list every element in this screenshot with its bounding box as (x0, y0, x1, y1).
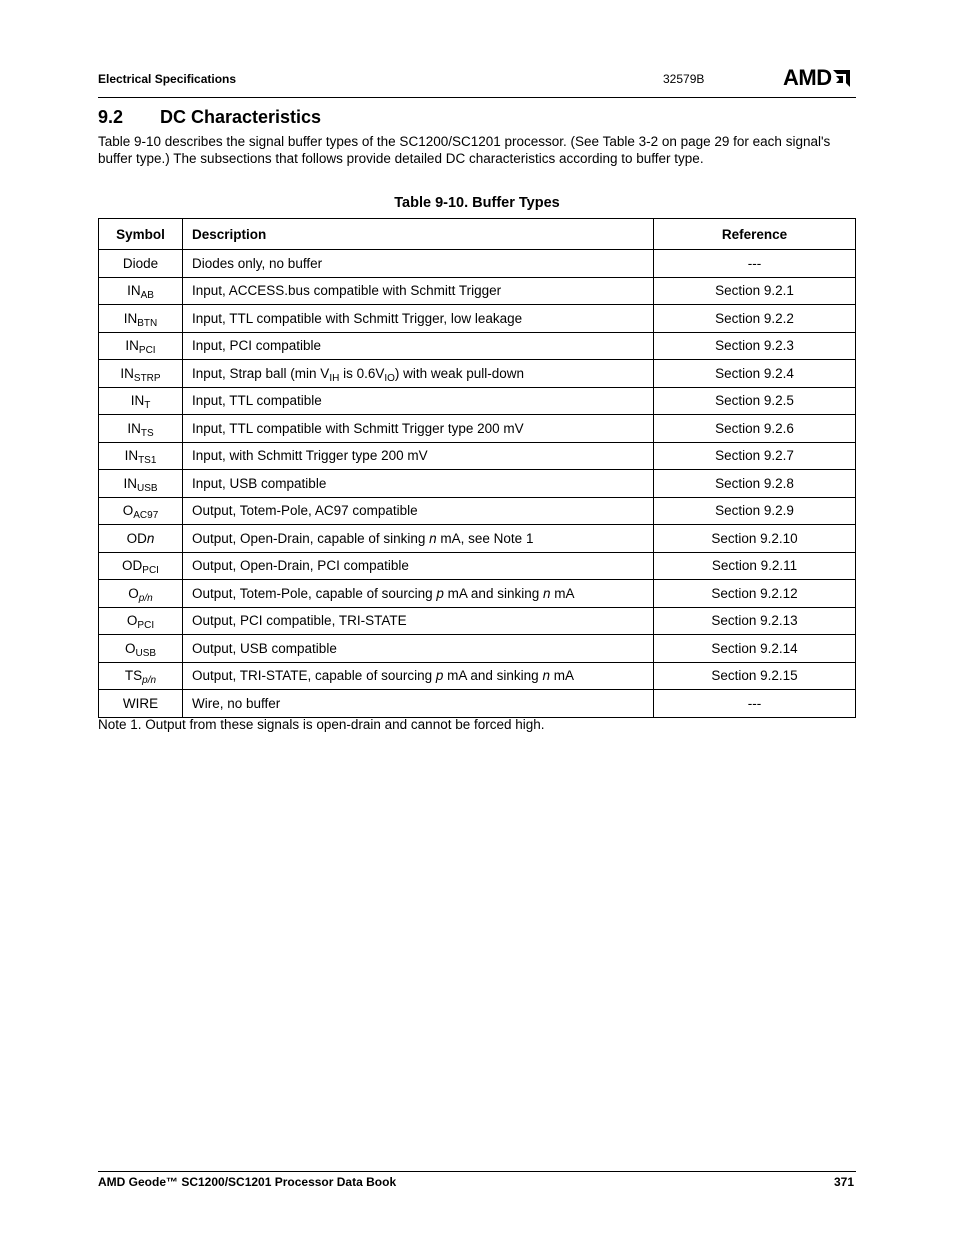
description-italic-var: p (435, 668, 444, 684)
description-cell (183, 387, 654, 415)
symbol-base: IN (127, 283, 141, 299)
symbol-base: O (124, 640, 136, 656)
description-cell (183, 470, 654, 498)
description-text: mA and sinking (443, 668, 543, 684)
symbol-cell (99, 387, 183, 415)
description-cell (183, 497, 654, 525)
symbol-base: IN (127, 420, 141, 436)
symbol-base: TS (124, 668, 143, 684)
description-text: Input, TTL compatible (192, 393, 322, 409)
reference-cell: Section 9.2.1 (654, 277, 856, 305)
section-title: DC Characteristics (160, 107, 322, 127)
reference-cell: Section 9.2.7 (654, 442, 856, 470)
description-text: ) with weak pull-down (394, 365, 524, 381)
reference-cell: Section 9.2.3 (654, 332, 856, 360)
symbol-subscript: p/n (142, 675, 157, 687)
symbol-subscript: AB (140, 290, 154, 302)
symbol-base: IN (123, 475, 137, 491)
reference-cell: Section 9.2.8 (654, 470, 856, 498)
table-row (99, 635, 856, 663)
table-caption: Table 9-10. Buffer Types (394, 195, 560, 211)
symbol-base: O (126, 613, 138, 629)
table-row (99, 580, 856, 608)
footer-rule (98, 1171, 856, 1172)
symbol-subscript: T (144, 400, 151, 412)
symbol-cell (99, 250, 183, 278)
symbol-base: IN (125, 338, 139, 354)
table-row (99, 332, 856, 360)
symbol-subscript: p/n (138, 592, 153, 604)
symbol-base: IN (124, 448, 139, 464)
table-row (99, 360, 856, 388)
description-text: Input, Strap ball (min V (192, 365, 330, 381)
amd-arrow-icon (833, 70, 850, 87)
table-row (99, 387, 856, 415)
table-row (99, 250, 856, 278)
table-header-row (99, 219, 856, 250)
description-cell (183, 277, 654, 305)
symbol-cell (99, 580, 183, 608)
table-row (99, 442, 856, 470)
reference-cell: Section 9.2.4 (654, 360, 856, 388)
description-text: is 0.6V (339, 365, 385, 381)
description-text: Input, with Schmitt Trigger type 200 mV (192, 448, 428, 464)
symbol-cell (99, 525, 183, 553)
table-row (99, 305, 856, 333)
reference-cell: --- (654, 690, 856, 718)
table-row (99, 690, 856, 718)
section-heading (98, 107, 321, 128)
reference-cell: Section 9.2.2 (654, 305, 856, 333)
page-number: 371 (833, 1175, 854, 1189)
description-text: mA, see Note 1 (436, 530, 534, 546)
description-text: Diodes only, no buffer (192, 255, 323, 271)
description-cell (183, 250, 654, 278)
buffer-types-table (98, 218, 856, 718)
description-cell (183, 305, 654, 333)
reference-cell: Section 9.2.11 (654, 552, 856, 580)
symbol-cell (99, 277, 183, 305)
description-cell (183, 607, 654, 635)
reference-cell: --- (654, 250, 856, 278)
symbol-subscript: PCI (138, 345, 156, 357)
symbol-base: IN (130, 393, 145, 409)
description-text: mA (549, 668, 574, 684)
description-text: Output, USB compatible (192, 640, 337, 656)
symbol-base: OD (126, 530, 147, 546)
header-symbol: Symbol (99, 219, 183, 250)
description-cell (183, 690, 654, 718)
table-row (99, 497, 856, 525)
symbol-cell (99, 635, 183, 663)
description-subscript: IH (329, 372, 340, 384)
symbol-base: Diode (122, 255, 159, 271)
table-row (99, 607, 856, 635)
description-italic-var: n (542, 668, 550, 684)
table-row (99, 525, 856, 553)
description-text: mA (550, 585, 575, 601)
reference-cell: Section 9.2.12 (654, 580, 856, 608)
reference-cell: Section 9.2.15 (654, 662, 856, 690)
symbol-italic-suffix: n (146, 530, 155, 546)
symbol-cell (99, 607, 183, 635)
symbol-cell (99, 415, 183, 443)
symbol-base: IN (120, 365, 134, 381)
reference-cell: Section 9.2.14 (654, 635, 856, 663)
symbol-subscript: TS1 (138, 455, 157, 467)
table-row (99, 552, 856, 580)
description-cell (183, 360, 654, 388)
description-text: mA and sinking (443, 585, 543, 601)
description-text: Output, Totem-Pole, capable of sourcing (192, 585, 437, 601)
section-number: 9.2 (98, 107, 124, 127)
description-text: Output, Open-Drain, capable of sinking (192, 530, 430, 546)
amd-logo (783, 66, 850, 90)
symbol-base: WIRE (122, 695, 159, 711)
symbol-cell (99, 305, 183, 333)
description-cell (183, 525, 654, 553)
symbol-subscript: PCI (137, 620, 155, 632)
description-text: Wire, no buffer (192, 695, 281, 711)
amd-logo-text: AMD (783, 65, 832, 90)
description-text: Input, TTL compatible with Schmitt Trigger type 200 mV (192, 420, 524, 436)
symbol-cell (99, 497, 183, 525)
table-row (99, 470, 856, 498)
description-cell (183, 580, 654, 608)
intro-paragraph: Table 9-10 describes the signal buffer types of the SC1200/SC1201 processor. (See Table 3-2 on page 29 for each signal's buffer type.) The subsections that follows provide detailed DC characteristics according to buffer type. (98, 134, 831, 166)
description-text: Input, ACCESS.bus compatible with Schmitt Trigger (192, 283, 502, 299)
description-italic-var: p (436, 585, 444, 601)
document-id: 32579B (663, 72, 705, 86)
symbol-cell (99, 690, 183, 718)
symbol-base: OD (122, 558, 143, 574)
symbol-subscript: USB (136, 482, 158, 494)
symbol-base: O (122, 503, 134, 519)
symbol-base: O (128, 585, 139, 601)
symbol-cell (99, 552, 183, 580)
description-cell (183, 332, 654, 360)
description-text: Output, Totem-Pole, AC97 compatible (192, 503, 418, 519)
header-reference: Reference (654, 219, 856, 250)
symbol-cell (99, 442, 183, 470)
description-text: Output, PCI compatible, TRI-STATE (192, 613, 407, 629)
symbol-subscript: BTN (137, 317, 158, 329)
symbol-subscript: AC97 (133, 510, 159, 522)
footer-title: AMD Geode™ SC1200/SC1201 Processor Data Book (98, 1175, 397, 1189)
header-rule (98, 97, 856, 98)
description-subscript: IO (384, 372, 395, 384)
symbol-subscript: PCI (142, 565, 159, 577)
description-cell (183, 415, 654, 443)
reference-cell: Section 9.2.9 (654, 497, 856, 525)
description-cell (183, 662, 654, 690)
symbol-cell (99, 332, 183, 360)
table-row (99, 662, 856, 690)
table-row (99, 277, 856, 305)
header-description: Description (183, 219, 654, 250)
reference-cell: Section 9.2.10 (654, 525, 856, 553)
description-text: Output, Open-Drain, PCI compatible (192, 558, 409, 574)
symbol-subscript: STRP (133, 372, 161, 384)
symbol-base: IN (123, 310, 138, 326)
description-text: Input, TTL compatible with Schmitt Trigger, low leakage (192, 310, 523, 326)
description-text: Output, TRI-STATE, capable of sourcing (192, 668, 436, 684)
description-text: Input, USB compatible (192, 475, 327, 491)
reference-cell: Section 9.2.5 (654, 387, 856, 415)
symbol-cell (99, 662, 183, 690)
symbol-subscript: USB (135, 647, 157, 659)
symbol-cell (99, 470, 183, 498)
reference-cell: Section 9.2.6 (654, 415, 856, 443)
description-text: Input, PCI compatible (192, 338, 322, 354)
symbol-cell (99, 360, 183, 388)
description-cell (183, 442, 654, 470)
description-cell (183, 635, 654, 663)
running-header-section: Electrical Specifications (98, 72, 237, 86)
table-row (99, 415, 856, 443)
description-cell (183, 552, 654, 580)
symbol-subscript: TS (140, 427, 154, 439)
table-note: Note 1. Output from these signals is open-drain and cannot be forced high. (98, 717, 545, 732)
description-italic-var: n (542, 585, 551, 601)
reference-cell: Section 9.2.13 (654, 607, 856, 635)
description-italic-var: n (429, 530, 437, 546)
